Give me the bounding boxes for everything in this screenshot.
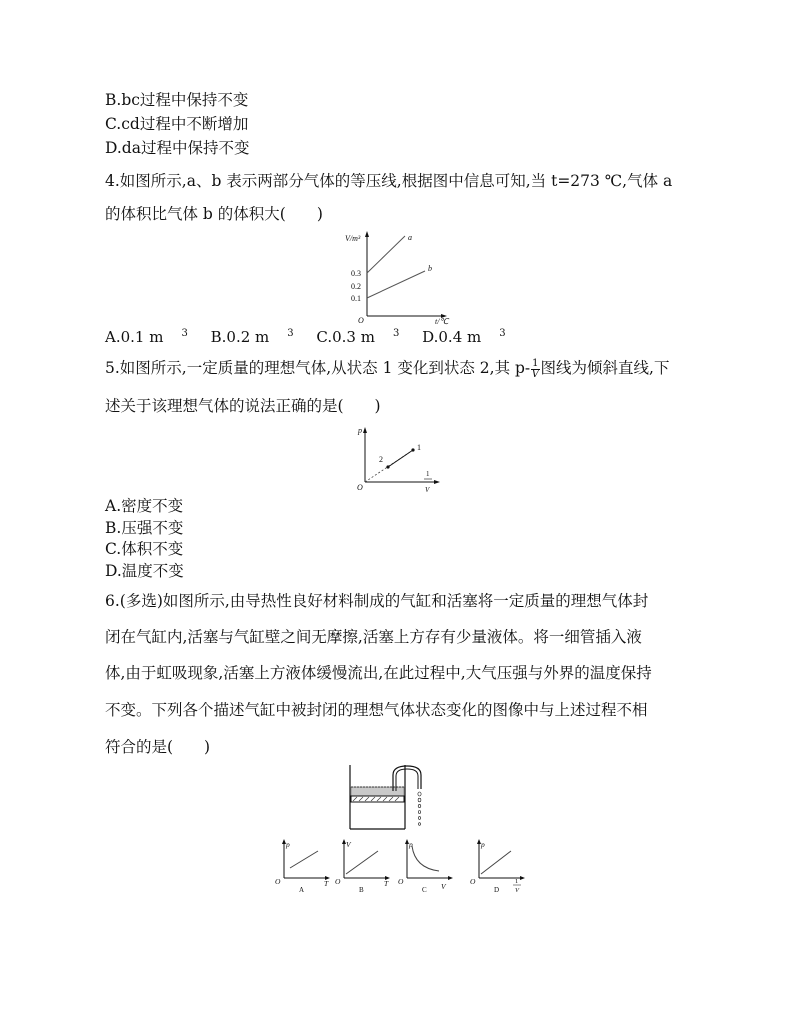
q6-graph-c xyxy=(395,838,457,894)
q6-b-tag: B xyxy=(359,886,364,894)
q5-option-a: A.密度不变 xyxy=(105,497,184,515)
q5-origin: O xyxy=(357,483,363,492)
q5-point-2 xyxy=(386,465,389,468)
q4-origin: O xyxy=(358,316,364,325)
q5-stem-line1: 5.如图所示,一定质量的理想气体,从状态 1 变化到状态 2,其 p- $\frac{1}{V}$ 图线为倾斜直线,下 xyxy=(105,357,670,380)
q4-stem-line1: 4.如图所示,a、b 表示两部分气体的等压线,根据图中信息可知,当 t=273 ℃,气体 a xyxy=(105,172,673,190)
q4-tick-01: 0.1 xyxy=(351,294,361,303)
q6-d-x-den: V xyxy=(515,887,519,894)
option-d-prev: D.da过程中保持不变 xyxy=(105,139,250,157)
q6-c-ylabel: p xyxy=(409,840,413,849)
q6-a-origin: O xyxy=(275,877,281,886)
q6-c-xlabel: V xyxy=(441,882,446,891)
q4-ylabel: V/m³ xyxy=(345,234,361,243)
q6-d-line xyxy=(481,851,511,874)
q6-a-line xyxy=(290,851,318,868)
q5-p-invV-graph xyxy=(350,424,445,494)
q5-x-num: 1 xyxy=(426,470,430,478)
q4-option-d: D.0.4 m $^3$ xyxy=(422,328,506,346)
q4-isobar-graph xyxy=(345,228,455,326)
q6-stem-line5: 符合的是( ) xyxy=(105,738,211,756)
q4-option-c: C.0.3 m $^3$ xyxy=(316,328,400,346)
q4-line-a xyxy=(367,236,405,273)
q6-stem-line1: 6.(多选)如图所示,由导热性良好材料制成的气缸和活塞将一定质量的理想气体封 xyxy=(105,592,649,610)
q4-tick-02: 0.2 xyxy=(351,282,361,291)
q4-option-a: A.0.1 m $^3$ xyxy=(105,328,188,346)
q6-a-xlabel: T xyxy=(324,879,329,888)
q6-c-tag: C xyxy=(422,886,427,894)
q6-cylinder-figure xyxy=(345,763,440,833)
q6-d-tag: D xyxy=(494,886,500,894)
q5-option-c: C.体积不变 xyxy=(105,540,184,558)
q6-d-ylabel: p xyxy=(481,840,485,849)
q5-point-1 xyxy=(411,448,414,451)
q6-b-ylabel: V xyxy=(346,840,351,849)
q6-stem-line4: 不变。下列各个描述气缸中被封闭的理想气体状态变化的图像中与上述过程不相 xyxy=(105,701,648,719)
q4-label-b: b xyxy=(428,264,432,273)
q6-graph-a xyxy=(272,838,334,894)
q6-b-origin: O xyxy=(335,877,341,886)
q6-c-curve xyxy=(412,846,439,871)
option-c-prev: C.cd过程中不断增加 xyxy=(105,115,249,133)
q4-options xyxy=(105,328,524,346)
q5-label-2: 2 xyxy=(379,455,383,464)
q6-a-ylabel: p xyxy=(286,840,290,849)
q5-x-den: V xyxy=(425,486,430,494)
q4-tick-03: 0.3 xyxy=(351,269,361,278)
q5-label-1: 1 xyxy=(417,443,421,452)
q4-option-b: B.0.2 m $^3$ xyxy=(210,328,294,346)
q5-stem-line2: 述关于该理想气体的说法正确的是( ) xyxy=(105,397,381,415)
q6-b-xlabel: T xyxy=(384,879,389,888)
q6-stem-line2: 闭在气缸内,活塞与气缸壁之间无摩擦,活塞上方存有少量液体。将一细管插入液 xyxy=(105,628,642,646)
q5-option-b: B.压强不变 xyxy=(105,519,184,537)
q6-d-x-num: 1 xyxy=(515,878,519,885)
q6-c-origin: O xyxy=(398,877,404,886)
q6-stem-line3: 体,由于虹吸现象,活塞上方液体缓慢流出,在此过程中,大气压强与外界的温度保持 xyxy=(105,664,652,682)
q4-xlabel: t/℃ xyxy=(435,317,449,326)
q5-frac: $\frac{1}{V}$ xyxy=(531,357,539,380)
q6-graph-d xyxy=(467,838,529,894)
q5-ylabel: p xyxy=(358,426,362,435)
q5-option-d: D.温度不变 xyxy=(105,562,184,580)
q4-label-a: a xyxy=(408,233,412,242)
q4-line-b xyxy=(367,271,425,298)
q4-stem-line2: 的体积比气体 b 的体积大( ) xyxy=(105,205,323,223)
q6-graph-b xyxy=(332,838,394,894)
q6-d-origin: O xyxy=(470,877,476,886)
q6-a-tag: A xyxy=(299,886,305,894)
option-b-prev: B.bc过程中保持不变 xyxy=(105,91,249,109)
q6-b-line xyxy=(346,851,378,874)
